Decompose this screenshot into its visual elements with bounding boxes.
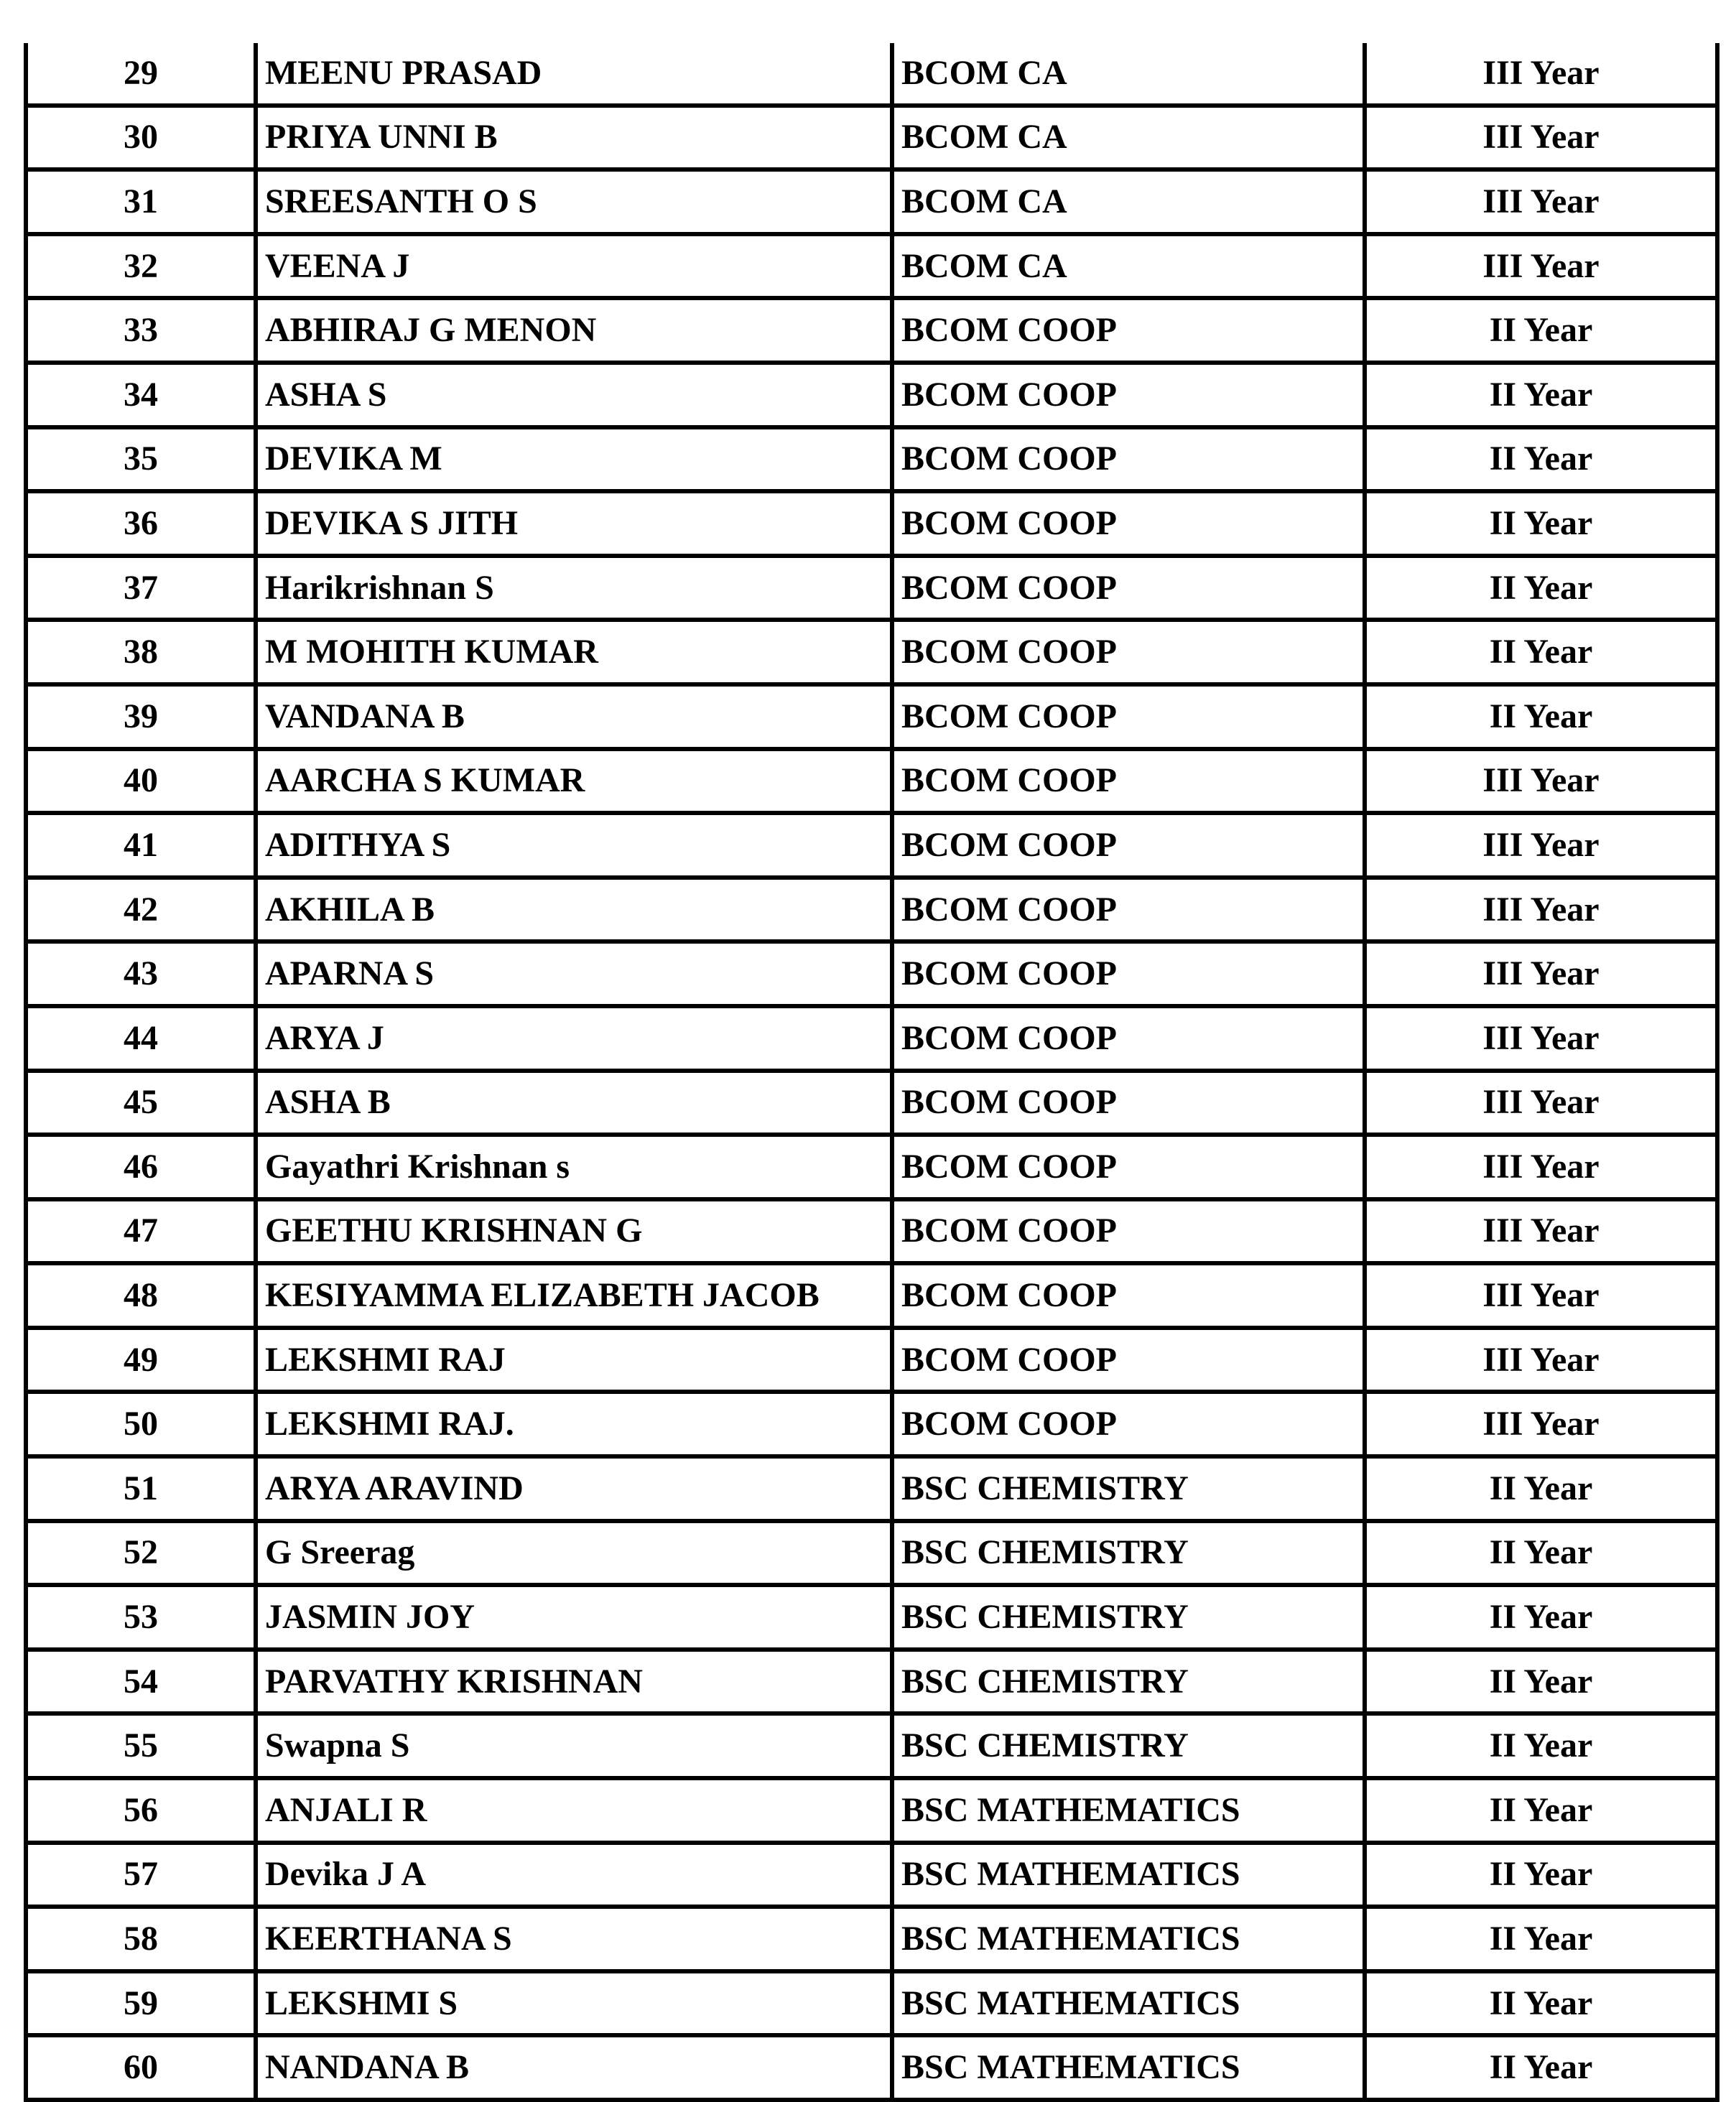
course-cell: BCOM COOP	[892, 1071, 1365, 1135]
serial-number-cell: 59	[26, 1971, 256, 2036]
student-name-cell: ASHA B	[256, 1071, 892, 1135]
table-row	[26, 878, 1717, 942]
serial-number-cell: 43	[26, 941, 256, 1006]
table-row	[26, 1006, 1717, 1071]
serial-number-cell: 44	[26, 1006, 256, 1071]
serial-number-cell: 35	[26, 427, 256, 492]
course-cell: BCOM CA	[892, 169, 1365, 234]
serial-number-cell: 55	[26, 1713, 256, 1778]
course-cell: BCOM COOP	[892, 363, 1365, 427]
serial-number-cell: 50	[26, 1392, 256, 1456]
course-cell: BCOM COOP	[892, 298, 1365, 363]
serial-number-cell: 48	[26, 1263, 256, 1328]
year-cell: II Year	[1365, 1456, 1717, 1521]
year-cell: III Year	[1365, 813, 1717, 878]
serial-number-cell: 56	[26, 1778, 256, 1843]
table-row	[26, 1971, 1717, 2036]
course-cell: BSC CHEMISTRY	[892, 1456, 1365, 1521]
student-name-cell: PARVATHY KRISHNAN	[256, 1650, 892, 1714]
course-cell: BSC CHEMISTRY	[892, 1650, 1365, 1714]
course-cell: BSC MATHEMATICS	[892, 1778, 1365, 1843]
year-cell: III Year	[1365, 878, 1717, 942]
course-cell: BSC MATHEMATICS	[892, 2035, 1365, 2100]
serial-number-cell: 31	[26, 169, 256, 234]
year-cell: II Year	[1365, 1713, 1717, 1778]
table-row	[26, 363, 1717, 427]
year-cell: III Year	[1365, 1006, 1717, 1071]
serial-number-cell: 36	[26, 491, 256, 556]
course-cell: BCOM CA	[892, 234, 1365, 299]
student-name-cell: ANJALI R	[256, 1778, 892, 1843]
course-cell: BCOM CA	[892, 43, 1365, 106]
course-cell: BCOM COOP	[892, 1006, 1365, 1071]
serial-number-cell: 52	[26, 1521, 256, 1586]
serial-number-cell: 47	[26, 1199, 256, 1264]
table-row	[26, 427, 1717, 492]
course-cell: BSC MATHEMATICS	[892, 1971, 1365, 2036]
table-row	[26, 234, 1717, 299]
student-name-cell: Swapna S	[256, 1713, 892, 1778]
year-cell: II Year	[1365, 1778, 1717, 1843]
course-cell: BCOM COOP	[892, 749, 1365, 814]
table-row	[26, 749, 1717, 814]
table-row	[26, 1392, 1717, 1456]
course-cell: BSC MATHEMATICS	[892, 1843, 1365, 1907]
year-cell: II Year	[1365, 363, 1717, 427]
year-cell: II Year	[1365, 491, 1717, 556]
year-cell: II Year	[1365, 1843, 1717, 1907]
year-cell: III Year	[1365, 941, 1717, 1006]
student-name-cell: ASHA S	[256, 363, 892, 427]
student-name-cell: KEERTHANA S	[256, 1907, 892, 1971]
table-row	[26, 1907, 1717, 1971]
serial-number-cell: 58	[26, 1907, 256, 1971]
course-cell: BCOM COOP	[892, 1263, 1365, 1328]
serial-number-cell: 45	[26, 1071, 256, 1135]
table-row	[26, 169, 1717, 234]
table-row	[26, 2035, 1717, 2100]
table-row	[26, 1456, 1717, 1521]
course-cell: BCOM COOP	[892, 1135, 1365, 1199]
student-name-cell: DEVIKA S JITH	[256, 491, 892, 556]
course-cell: BCOM COOP	[892, 1328, 1365, 1392]
table-row	[26, 1585, 1717, 1650]
course-cell: BCOM COOP	[892, 813, 1365, 878]
student-name-cell: ABHIRAJ G MENON	[256, 298, 892, 363]
year-cell: III Year	[1365, 1071, 1717, 1135]
student-table-body	[26, 43, 1717, 2100]
table-row	[26, 1071, 1717, 1135]
student-name-cell: Harikrishnan S	[256, 556, 892, 620]
table-row	[26, 1713, 1717, 1778]
year-cell: II Year	[1365, 1650, 1717, 1714]
student-name-cell: KESIYAMMA ELIZABETH JACOB	[256, 1263, 892, 1328]
course-cell: BCOM COOP	[892, 620, 1365, 684]
student-name-cell: LEKSHMI RAJ.	[256, 1392, 892, 1456]
year-cell: II Year	[1365, 620, 1717, 684]
course-cell: BSC CHEMISTRY	[892, 1585, 1365, 1650]
student-name-cell: VEENA J	[256, 234, 892, 299]
year-cell: III Year	[1365, 1328, 1717, 1392]
serial-number-cell: 39	[26, 684, 256, 749]
serial-number-cell: 53	[26, 1585, 256, 1650]
student-name-cell: LEKSHMI RAJ	[256, 1328, 892, 1392]
table-row	[26, 1135, 1717, 1199]
year-cell: III Year	[1365, 1199, 1717, 1264]
year-cell: III Year	[1365, 1392, 1717, 1456]
table-row	[26, 620, 1717, 684]
year-cell: III Year	[1365, 1263, 1717, 1328]
year-cell: III Year	[1365, 749, 1717, 814]
serial-number-cell: 41	[26, 813, 256, 878]
student-name-cell: M MOHITH KUMAR	[256, 620, 892, 684]
course-cell: BCOM COOP	[892, 684, 1365, 749]
student-table	[24, 43, 1719, 2102]
serial-number-cell: 37	[26, 556, 256, 620]
course-cell: BSC CHEMISTRY	[892, 1713, 1365, 1778]
student-name-cell: JASMIN JOY	[256, 1585, 892, 1650]
serial-number-cell: 30	[26, 106, 256, 170]
year-cell: II Year	[1365, 298, 1717, 363]
course-cell: BCOM COOP	[892, 1199, 1365, 1264]
serial-number-cell: 40	[26, 749, 256, 814]
table-row	[26, 1521, 1717, 1586]
serial-number-cell: 51	[26, 1456, 256, 1521]
year-cell: III Year	[1365, 1135, 1717, 1199]
course-cell: BSC CHEMISTRY	[892, 1521, 1365, 1586]
year-cell: II Year	[1365, 1907, 1717, 1971]
course-cell: BCOM COOP	[892, 941, 1365, 1006]
serial-number-cell: 29	[26, 43, 256, 106]
year-cell: III Year	[1365, 43, 1717, 106]
student-name-cell: NANDANA B	[256, 2035, 892, 2100]
table-row	[26, 1843, 1717, 1907]
serial-number-cell: 32	[26, 234, 256, 299]
student-name-cell: ADITHYA S	[256, 813, 892, 878]
year-cell: II Year	[1365, 1585, 1717, 1650]
course-cell: BCOM COOP	[892, 1392, 1365, 1456]
table-row	[26, 106, 1717, 170]
course-cell: BSC MATHEMATICS	[892, 1907, 1365, 1971]
year-cell: III Year	[1365, 106, 1717, 170]
year-cell: II Year	[1365, 2035, 1717, 2100]
table-row	[26, 491, 1717, 556]
course-cell: BCOM COOP	[892, 427, 1365, 492]
student-name-cell: DEVIKA M	[256, 427, 892, 492]
table-row	[26, 1328, 1717, 1392]
student-name-cell: AARCHA S KUMAR	[256, 749, 892, 814]
table-row	[26, 941, 1717, 1006]
student-name-cell: ARYA J	[256, 1006, 892, 1071]
serial-number-cell: 33	[26, 298, 256, 363]
student-name-cell: ARYA ARAVIND	[256, 1456, 892, 1521]
table-row	[26, 1778, 1717, 1843]
course-cell: BCOM COOP	[892, 878, 1365, 942]
serial-number-cell: 34	[26, 363, 256, 427]
year-cell: II Year	[1365, 556, 1717, 620]
course-cell: BCOM COOP	[892, 491, 1365, 556]
student-name-cell: VANDANA B	[256, 684, 892, 749]
student-name-cell: Gayathri Krishnan s	[256, 1135, 892, 1199]
table-row	[26, 43, 1717, 106]
student-name-cell: LEKSHMI S	[256, 1971, 892, 2036]
student-name-cell: GEETHU KRISHNAN G	[256, 1199, 892, 1264]
student-name-cell: AKHILA B	[256, 878, 892, 942]
student-name-cell: MEENU PRASAD	[256, 43, 892, 106]
student-name-cell: G Sreerag	[256, 1521, 892, 1586]
year-cell: II Year	[1365, 1521, 1717, 1586]
serial-number-cell: 49	[26, 1328, 256, 1392]
student-name-cell: APARNA S	[256, 941, 892, 1006]
table-row	[26, 684, 1717, 749]
table-row	[26, 813, 1717, 878]
student-list-page	[24, 43, 1715, 2102]
year-cell: III Year	[1365, 169, 1717, 234]
serial-number-cell: 54	[26, 1650, 256, 1714]
course-cell: BCOM CA	[892, 106, 1365, 170]
student-name-cell: Devika J A	[256, 1843, 892, 1907]
table-row	[26, 1650, 1717, 1714]
table-row	[26, 1199, 1717, 1264]
table-row	[26, 298, 1717, 363]
year-cell: III Year	[1365, 234, 1717, 299]
serial-number-cell: 42	[26, 878, 256, 942]
student-name-cell: SREESANTH O S	[256, 169, 892, 234]
year-cell: II Year	[1365, 684, 1717, 749]
course-cell: BCOM COOP	[892, 556, 1365, 620]
student-name-cell: PRIYA UNNI B	[256, 106, 892, 170]
year-cell: II Year	[1365, 1971, 1717, 2036]
table-row	[26, 556, 1717, 620]
serial-number-cell: 57	[26, 1843, 256, 1907]
serial-number-cell: 60	[26, 2035, 256, 2100]
year-cell: II Year	[1365, 427, 1717, 492]
serial-number-cell: 46	[26, 1135, 256, 1199]
serial-number-cell: 38	[26, 620, 256, 684]
table-row	[26, 1263, 1717, 1328]
